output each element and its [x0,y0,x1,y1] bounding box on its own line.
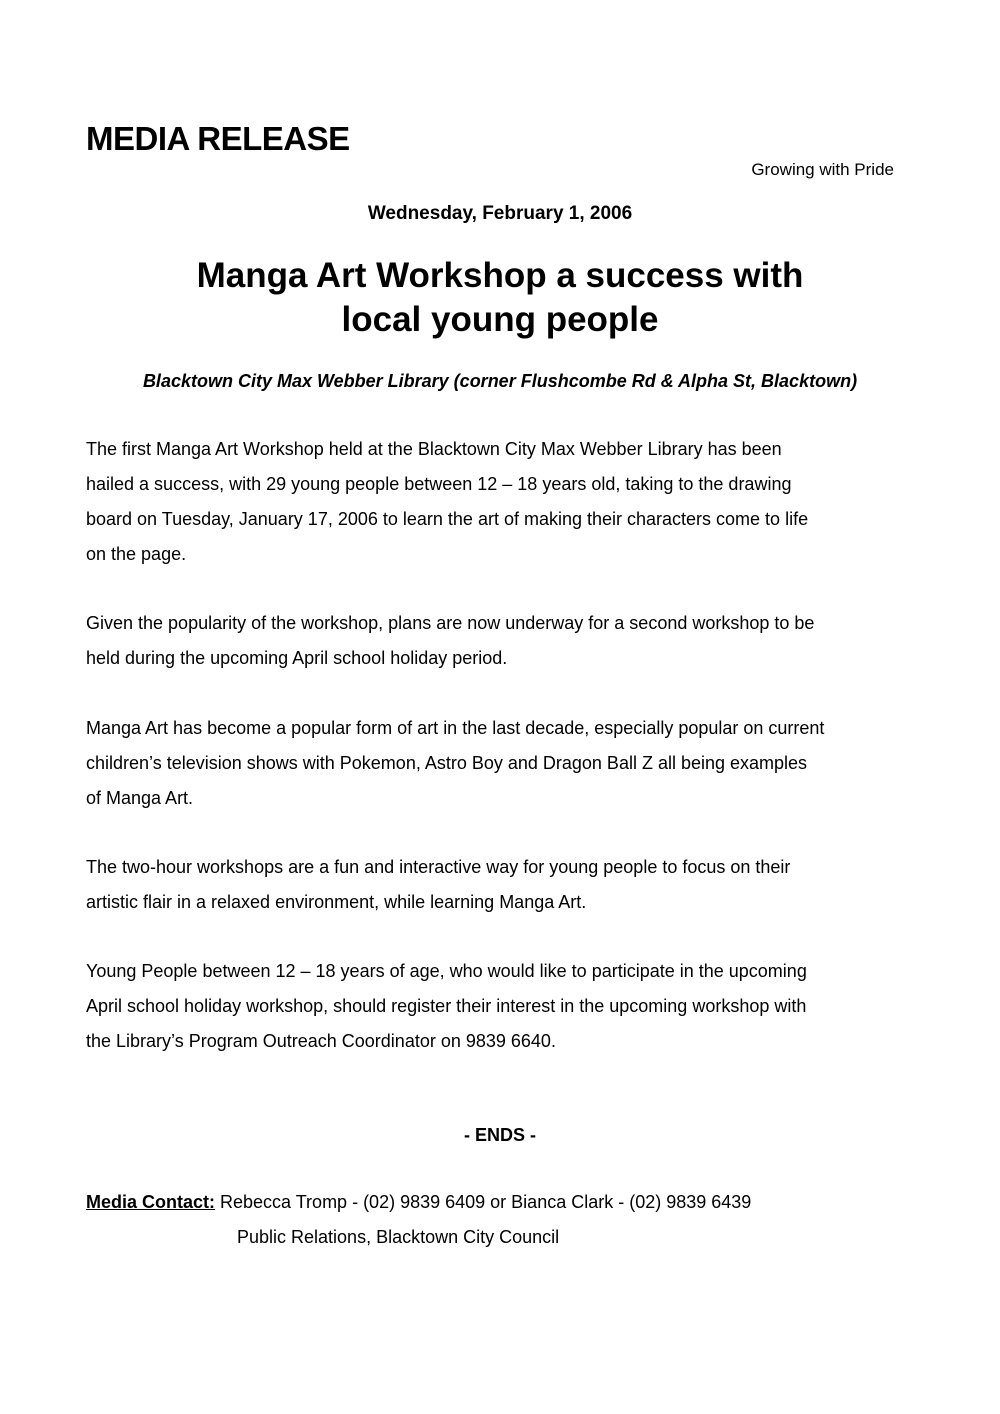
paragraph-second-workshop [86,606,926,676]
paragraph-workshop-format [86,850,926,920]
paragraph-line: The first Manga Art Workshop held at the Blacktown City Max Webber Library has been [86,439,782,459]
paragraph-line: Manga Art has become a popular form of art in the last decade, especially popular on current [86,718,825,738]
document-title: MEDIA RELEASE [86,120,350,157]
paragraph-line: children’s television shows with Pokemon, Astro Boy and Dragon Ball Z all being examples [86,753,808,773]
paragraph-line: Young People between 12 – 18 years of age, who would like to participate in the upcoming [86,961,807,981]
paragraph-line: on the page. [86,544,187,564]
paragraph-manga-art [86,711,926,816]
headline [0,254,1000,342]
tagline: Growing with Pride [751,160,894,179]
paragraph-line: April school holiday workshop, should register their interest in the upcoming workshop with [86,996,807,1016]
media-contact-organization: Public Relations, Blacktown City Council [237,1227,560,1247]
paragraph-line: the Library’s Program Outreach Coordinator on 9839 6640. [86,1031,556,1051]
paragraph-line: hailed a success, with 29 young people between 12 – 18 years old, taking to the drawing [86,474,792,494]
paragraph-line: of Manga Art. [86,788,194,808]
paragraph-first-workshop [86,432,926,572]
paragraph-registration [86,954,926,1059]
paragraph-line: artistic flair in a relaxed environment, while learning Manga Art. [86,892,587,912]
paragraph-line: held during the upcoming April school holiday period. [86,648,508,668]
release-date: Wednesday, February 1, 2006 [367,203,633,224]
paragraph-line: board on Tuesday, January 17, 2006 to learn the art of making their characters come to life [86,509,809,529]
headline-line: Manga Art Workshop a success with [196,256,804,295]
media-contact [86,1192,751,1213]
media-contact-details: Rebecca Tromp - (02) 9839 6409 or Bianca Clark - (02) 9839 6439 [215,1192,752,1212]
media-contact-label: Media Contact: [86,1192,216,1212]
headline-line: local young people [341,300,659,339]
ends-marker: - ENDS - [464,1125,536,1145]
paragraph-line: Given the popularity of the workshop, plans are now underway for a second workshop to be [86,613,815,633]
paragraph-line: The two-hour workshops are a fun and interactive way for young people to focus on their [86,857,791,877]
event-location: Blacktown City Max Webber Library (corner Flushcombe Rd & Alpha St, Blacktown) [142,371,858,391]
